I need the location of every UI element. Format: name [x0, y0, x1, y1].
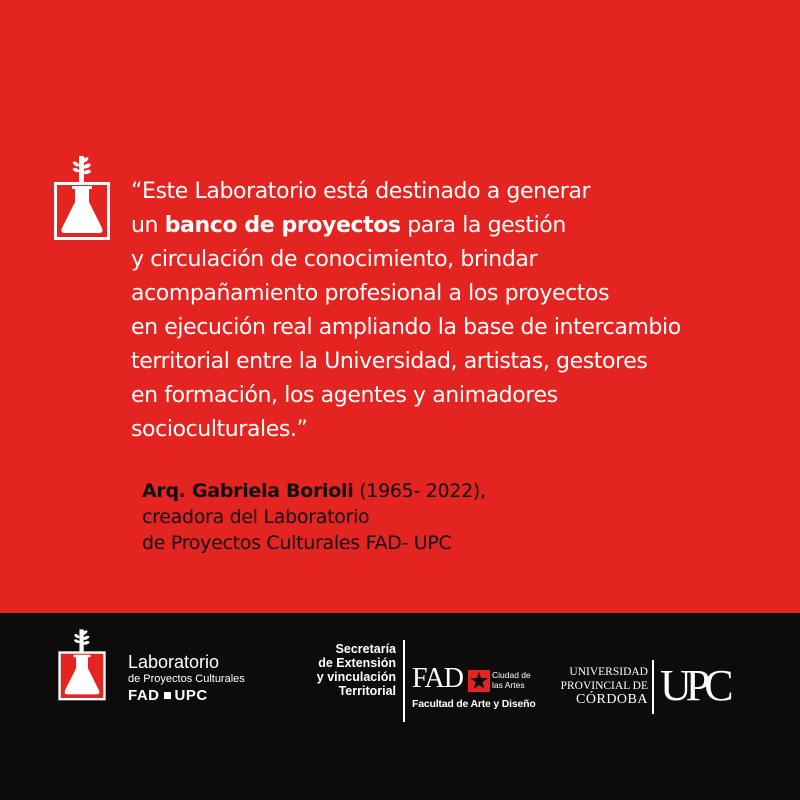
- quote-line: en formación, los agentes y animadores: [131, 383, 558, 408]
- author-role-detail: de Proyectos Culturales FAD- UPC: [142, 532, 452, 554]
- laboratorio-subtitle: de Proyectos Culturales: [128, 673, 245, 685]
- quote-line: en ejecución real ampliando la base de intercambio: [131, 315, 681, 340]
- laboratorio-text: [128, 652, 245, 706]
- secretaria-line: Secretaría: [335, 642, 396, 656]
- upc-line: CÓRDOBA: [576, 692, 648, 707]
- quote-line: un banco de proyectos para la gestión: [131, 213, 566, 238]
- author-name: Arq. Gabriela Borioli: [142, 480, 354, 502]
- author-role: creadora del Laboratorio: [142, 506, 370, 528]
- flask-logo-icon: [56, 626, 108, 702]
- quote-line: “Este Laboratorio está destinado a generar: [131, 179, 591, 204]
- fad-city-text: Ciudad de las Artes: [492, 670, 531, 690]
- laboratorio-title: Laboratorio: [128, 652, 220, 672]
- quote-highlight: banco de proyectos: [164, 213, 401, 238]
- quote-line: acompañamiento profesional a los proyectos: [131, 281, 610, 306]
- square-separator-icon: [164, 692, 171, 699]
- upc-wordmark: UPC: [660, 661, 728, 710]
- star-emblem-icon: [468, 670, 490, 692]
- quote-block: [131, 175, 771, 447]
- quote-line: socioculturales.”: [131, 417, 308, 442]
- divider: [652, 660, 654, 714]
- upc-logo-text: [560, 665, 648, 707]
- laboratorio-logo: [56, 626, 306, 706]
- upc-line: UNIVERSIDAD: [569, 666, 648, 678]
- quote-line: territorial entre la Universidad, artistas, gestores: [131, 349, 648, 374]
- secretaria-line: y vinculación: [316, 670, 396, 684]
- secretaria-logo: [300, 642, 396, 698]
- fad-wordmark: FAD: [412, 663, 463, 694]
- flask-logo-icon: [54, 152, 110, 242]
- secretaria-line: Territorial: [338, 684, 396, 698]
- author-attribution: [142, 478, 702, 556]
- secretaria-line: de Extensión: [318, 656, 396, 670]
- author-years: (1965- 2022),: [353, 480, 486, 502]
- upc-line: PROVINCIAL DE: [560, 680, 648, 692]
- divider: [403, 640, 405, 722]
- fad-faculty-name: Facultad de Arte y Diseño: [412, 698, 536, 710]
- author-line: [142, 478, 702, 504]
- quote-line: y circulación de conocimiento, brindar: [131, 247, 538, 272]
- laboratorio-fad-upc: FAD UPC: [128, 687, 208, 704]
